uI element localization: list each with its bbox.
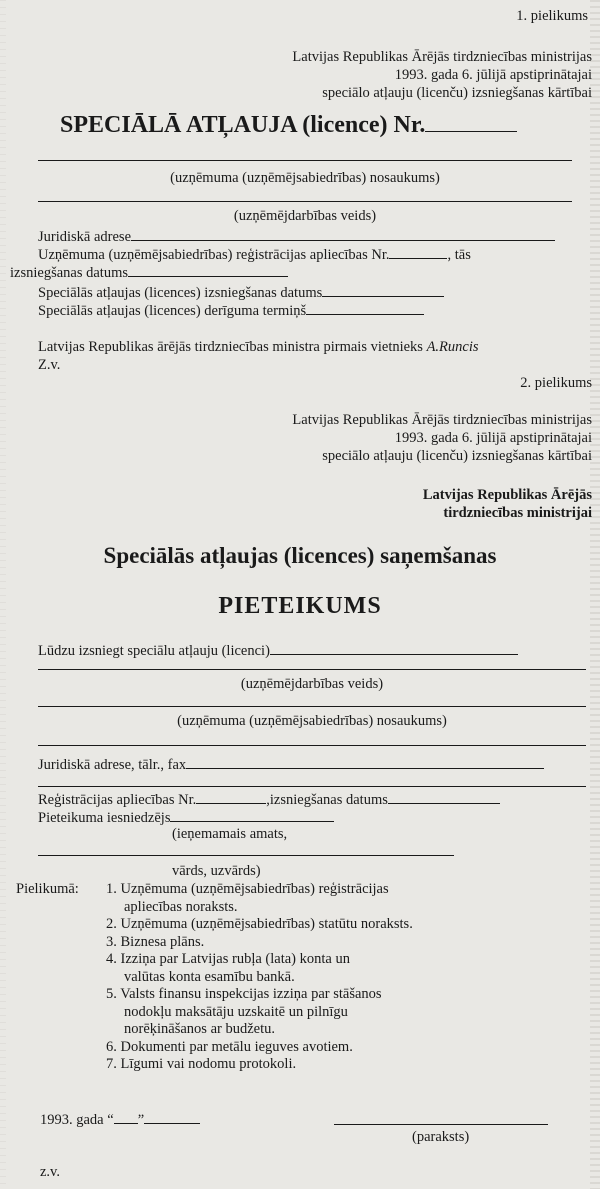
- issue-date-label: izsniegšanas datums: [10, 265, 128, 281]
- appendix-1-ref-line-1: Latvijas Republikas Ārējās tirdzniecības ministrijas: [292, 49, 592, 65]
- address-row: [38, 755, 544, 774]
- attachment-item: 7. Līgumi vai nodomu protokoli.: [106, 1056, 297, 1072]
- position-caption: (ieņemamais amats,: [172, 826, 288, 842]
- attachments-list: [106, 881, 413, 1074]
- name-caption: vārds, uzvārds): [172, 863, 261, 879]
- reg-cert-row: [38, 245, 471, 264]
- license-validity-label: Speciālās atļaujas (licences) derīguma termiņš: [38, 303, 307, 319]
- license-validity-row: [38, 301, 424, 320]
- company-caption: (uzņēmuma (uzņēmējsabiedrības) nosaukums): [177, 713, 447, 729]
- appendix-1-ref-line-3: speciālo atļauju (licenču) izsniegšanas kārtībai: [322, 85, 592, 101]
- license-validity-field[interactable]: [306, 301, 424, 315]
- appendix-1-ref-line-2: 1993. gada 6. jūlijā apstiprinātajai: [394, 67, 592, 83]
- addressee-line-2: tirdzniecības ministrijai: [443, 505, 592, 521]
- company-line[interactable]: [38, 706, 586, 707]
- name-line[interactable]: [38, 855, 454, 856]
- appendix-2-ref-line-1: Latvijas Republikas Ārējās tirdzniecības ministrijas: [292, 412, 592, 428]
- application-title-line-1: Speciālās atļaujas (licences) saņemšanas: [103, 543, 497, 568]
- license-issue-date-row: [38, 283, 444, 302]
- request-row: [38, 641, 518, 660]
- signatory-title: Latvijas Republikas ārējās tirdzniecības ministra pirmais vietnieks: [38, 339, 423, 355]
- submitter-row: [38, 808, 334, 827]
- registration-date-label: ,izsniegšanas datums: [266, 792, 388, 808]
- appendix-1-number: 1. pielikums: [516, 8, 588, 24]
- date-row: [40, 1110, 200, 1129]
- license-issue-date-label: Speciālās atļaujas (licences) izsniegšanas datums: [38, 285, 323, 301]
- attachments-label: Pielikumā:: [16, 881, 79, 897]
- activity-type-line[interactable]: [38, 201, 572, 202]
- signature-caption: (paraksts): [412, 1129, 470, 1145]
- date-prefix: 1993. gada “: [40, 1112, 114, 1128]
- attachment-item: 5. Valsts finansu inspekcijas izziņa par stāšanos nodokļu maksātāju uzskaitē un pilnīgu norēķināšanos ar budžetu.: [106, 986, 382, 1037]
- reg-cert-suffix: , tās: [447, 247, 471, 263]
- request-label: Lūdzu izsniegt speciālu atļauju (licenci): [38, 643, 270, 659]
- license-title-text: SPECIĀLĀ ATĻAUJA (licence) Nr.: [60, 112, 426, 138]
- legal-address-field[interactable]: [131, 227, 555, 241]
- company-name-line[interactable]: [38, 160, 572, 161]
- issue-date-row: [10, 263, 288, 282]
- license-issue-date-field[interactable]: [322, 283, 444, 297]
- registration-date-field[interactable]: [388, 790, 500, 804]
- legal-address-row: [38, 227, 555, 246]
- address-field[interactable]: [186, 755, 544, 769]
- appendix-2-ref-line-3: speciālo atļauju (licenču) izsniegšanas kārtībai: [322, 448, 592, 464]
- reg-cert-label: Uzņēmuma (uzņēmējsabiedrības) reģistrācijas apliecības Nr.: [38, 247, 390, 263]
- signatory-row: [38, 339, 479, 356]
- appendix-2-number: 2. pielikums: [520, 375, 592, 391]
- seal-1: Z.v.: [38, 357, 61, 373]
- seal-2: z.v.: [40, 1164, 60, 1180]
- date-mid: ”: [137, 1112, 145, 1128]
- license-number-field[interactable]: [425, 118, 517, 132]
- reg-cert-number-field[interactable]: [389, 245, 447, 259]
- activity-type-caption: (uzņēmējdarbības veids): [233, 208, 377, 224]
- issue-date-field[interactable]: [128, 263, 288, 277]
- address-label: Juridiskā adrese, tālr., fax: [38, 757, 187, 773]
- address-line-2[interactable]: [38, 786, 586, 787]
- legal-address-label: Juridiskā adrese: [38, 229, 132, 245]
- attachment-item: 1. Uzņēmuma (uzņēmējsabiedrības) reģistrācijas apliecības noraksts.: [106, 881, 389, 915]
- license-title: [60, 111, 517, 139]
- registration-number-field[interactable]: [196, 790, 266, 804]
- activity-line[interactable]: [38, 669, 586, 670]
- appendix-2-ref-line-2: 1993. gada 6. jūlijā apstiprinātajai: [394, 430, 592, 446]
- day-field[interactable]: [114, 1110, 138, 1124]
- addressee-line-1: Latvijas Republikas Ārējās: [422, 487, 592, 503]
- attachment-item: 6. Dokumenti par metālu ieguves avotiem.: [106, 1038, 353, 1055]
- registration-label: Reģistrācijas apliecības Nr.: [38, 792, 197, 808]
- registration-row: [38, 790, 500, 809]
- signature-line[interactable]: [334, 1124, 548, 1125]
- attachment-item: 4. Izziņa par Latvijas rubļa (lata) konta un valūtas konta esamību bankā.: [106, 951, 350, 985]
- month-field[interactable]: [144, 1110, 200, 1124]
- submitter-field[interactable]: [170, 808, 334, 822]
- submitter-label: Pieteikuma iesniedzējs: [38, 810, 171, 826]
- extra-line[interactable]: [38, 745, 586, 746]
- activity-caption: (uzņēmējdarbības veids): [240, 676, 384, 692]
- signatory-name: A.Runcis: [426, 339, 479, 355]
- request-field[interactable]: [270, 641, 518, 655]
- application-title-line-2: PIETEIKUMS: [218, 593, 382, 619]
- company-name-caption: (uzņēmuma (uzņēmējsabiedrības) nosaukums): [170, 170, 440, 186]
- attachment-item: 2. Uzņēmuma (uzņēmējsabiedrības) statūtu noraksts.: [106, 916, 413, 932]
- attachment-item: 3. Biznesa plāns.: [106, 933, 205, 950]
